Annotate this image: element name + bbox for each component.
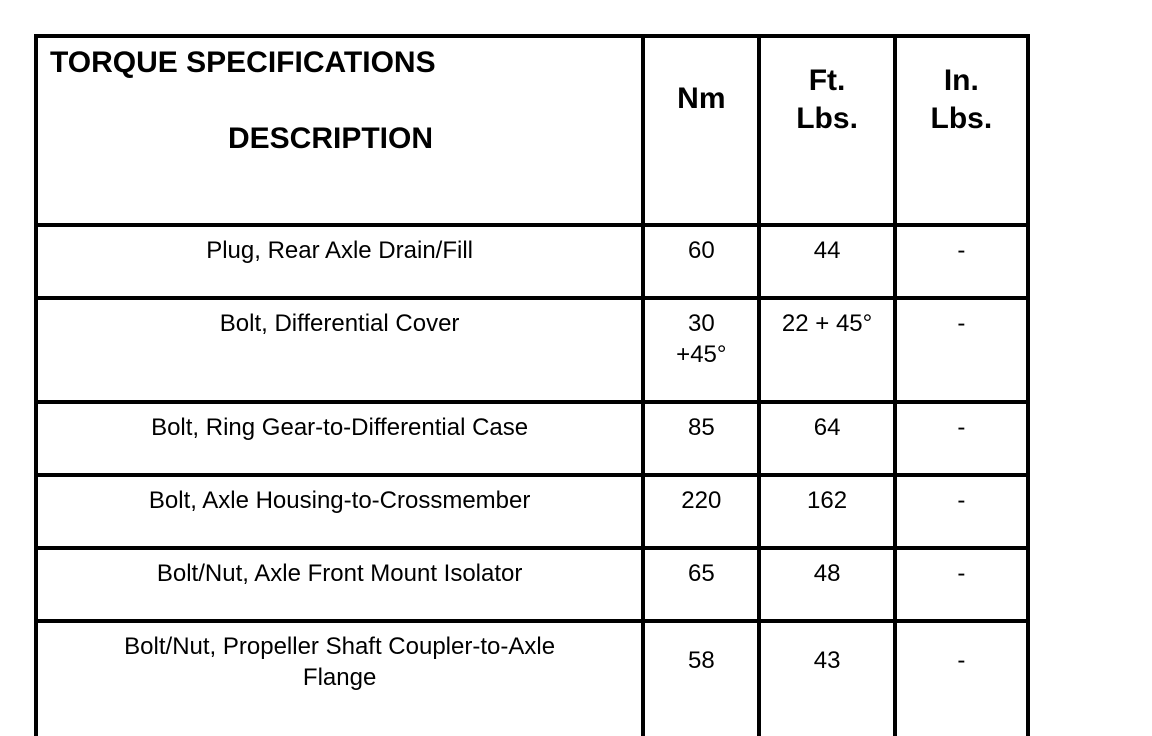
nm-column-header: Nm xyxy=(643,36,759,225)
ft-lbs-cell: 162 xyxy=(759,475,894,548)
ft-lbs-cell: 64 xyxy=(759,402,894,475)
description-cell: Plug, Rear Axle Drain/Fill xyxy=(36,225,643,298)
nm-cell: 30 +45° xyxy=(643,298,759,402)
table-row xyxy=(36,548,1028,621)
ft-lbs-cell: 44 xyxy=(759,225,894,298)
in-lbs-cell: - xyxy=(895,475,1028,548)
table-row xyxy=(36,298,1028,402)
in-lbs-cell: - xyxy=(895,298,1028,402)
in-lbs-column-header: In. Lbs. xyxy=(895,36,1028,225)
ft-lbs-cell: 43 xyxy=(759,621,894,736)
in-lbs-cell: - xyxy=(895,548,1028,621)
in-lbs-cell: - xyxy=(895,621,1028,736)
nm-cell: 60 xyxy=(643,225,759,298)
table-row xyxy=(36,621,1028,736)
description-cell: Bolt/Nut, Axle Front Mount Isolator xyxy=(36,548,643,621)
nm-cell: 85 xyxy=(643,402,759,475)
description-header-cell xyxy=(36,36,643,225)
ft-lbs-column-header: Ft. Lbs. xyxy=(759,36,894,225)
ft-lbs-cell: 48 xyxy=(759,548,894,621)
table-row xyxy=(36,475,1028,548)
description-column-header: DESCRIPTION xyxy=(228,122,434,155)
description-cell: Bolt, Axle Housing-to-Crossmember xyxy=(36,475,643,548)
torque-specifications-table xyxy=(34,34,1030,736)
description-cell: Bolt/Nut, Propeller Shaft Coupler-to-Axle Flange xyxy=(36,621,643,736)
table-header-row xyxy=(36,36,1028,225)
nm-cell: 65 xyxy=(643,548,759,621)
description-cell: Bolt, Differential Cover xyxy=(36,298,643,402)
table-row xyxy=(36,402,1028,475)
table-row xyxy=(36,225,1028,298)
in-lbs-cell: - xyxy=(895,402,1028,475)
table-title: TORQUE SPECIFICATIONS xyxy=(50,46,436,79)
description-cell: Bolt, Ring Gear-to-Differential Case xyxy=(36,402,643,475)
in-lbs-cell: - xyxy=(895,225,1028,298)
ft-lbs-cell: 22 + 45° xyxy=(759,298,894,402)
nm-cell: 220 xyxy=(643,475,759,548)
nm-cell: 58 xyxy=(643,621,759,736)
